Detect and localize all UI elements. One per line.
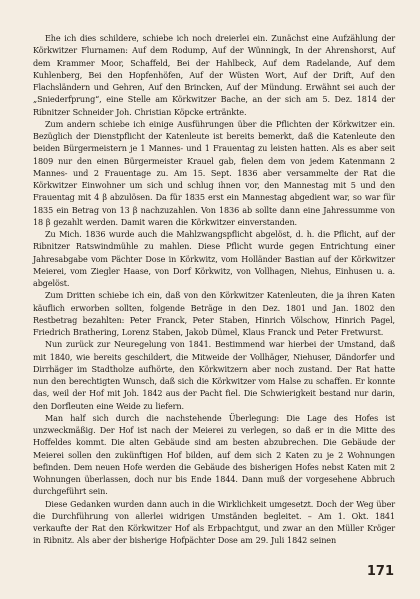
paragraph-ueberlegung: Man half sich durch die nachstehende Überlegung: Die Lage des Hofes ist unzweckmäßig. Der Hof ist nach der Meierei zu verlegen, so daß er in die Mitte des Hoffeldes kommt. Die alten Gebäude sind am besten abzubrechen. Die Gebäude der Meierei sollen den zukünftigen Hof bilden, auf dem sich 2 Katen zu je 2 Wohnungen befinden. Dem neuen Hofe werden die Gebäude des bisherigen Hofes nebst Katen mit 2 Wohnungen überlassen, doch nur bis Ende 1844. Dann muß der vorgesehene Abbruch durchgeführt sein. <box>33 412 395 497</box>
paragraph-dienstpflicht: Zum andern schiebe ich einige Ausführungen über die Pflichten der Körkwitzer ein. Bezüglich der Dienstpflicht der Katenleute ist bereits bemerkt, daß die Katenleute den beiden Bürgermeistern je 1 Mannes- und 1 Frauentag zu leisten hatten. Als es aber seit 1809 nur den einen Bürgermeister Krauel gab, fielen dem von jedem Katenmann 2 Mannes- und 2 Frauentage zu. Am 15. Sept. 1836 aber versammelte der Rat die Körkwitzer Einwohner um sich und schlug ihnen vor, den Mannestag mit 5 und den Frauentag mit 4 β abzulösen. Da für 1835 erst ein Mannestag abgedient war, so war für 1835 ein Betrag von 13 β nachzuzahlen. Von 1836 ab sollte dann eine Jahressumme von 18 β gezahlt werden. Damit waren die Körkwitzer einverstanden. <box>33 118 395 227</box>
paragraph-katenleute: Zum Dritten schiebe ich ein, daß von den Körkwitzer Katenleuten, die ja ihren Katen käuflich erworben sollten, folgende Beträge in den Dez. 1801 und Jan. 1802 den Restbetrag bezahlten: Peter Franck, Peter Staben, Hinrich Völschow, Hinrich Pagel, Friedrich Brathering, Lorenz Staben, Jakob Dümel, Klaus Franck und Peter Fretwurst. <box>33 290 395 337</box>
paragraph-flurnamen: Ehe ich dies schildere, schiebe ich noch dreierlei ein. Zunächst eine Aufzählung der Körkwitzer Flurnamen: Auf dem Rodump, Auf der Wünningk, In der Ahrenshorst, Auf dem Krammer Moor, Schaffeld, Bei der Hahlbeck, Auf dem Radelande, Auf dem Kuhlenberg, Bei den Hopfenhöfen, Auf der Wüsten Wort, Auf der Drift, Auf den Flachsländern und Gehren, Auf den Brincken, Auf der Mündung. Erwähnt sei auch der „Sniederfprung“, eine Stelle am Körkwitzer Bache, an der sich am 5. Dez. 1814 der Ribnitzer Schneider Joh. Christian Köpcke ertränkte. <box>33 33 395 117</box>
paragraph-verkauf: Diese Gedanken wurden dann auch in die Wirklichkeit umgesetzt. Doch der Weg über die Durchführung von allerlei widrigen Umständen begleitet. – Am 1. Okt. 1841 verkaufte der Rat den Körkwitzer Hof als Erbpachtgut, und zwar an den Müller Kröger in Ribnitz. Als aber der bisherige Hofpächter Dose am 29. Juli 1842 seinen <box>33 498 395 546</box>
paragraph-neuregelung: Nun zurück zur Neuregelung von 1841. Bestimmend war hierbei der Umstand, daß mit 1840, wie bereits geschildert, die Mitweide der Vollhäger, Niehuser, Dändorfer und Dirrhäger im Stadtholze aufhörte, den Körkwitzern aber noch zustand. Der Rat hatte nun den berechtigten Wunsch, daß sich die Körkwitzer vom Halse zu schaffen. Er konnte das, weil der Hof mit Joh. 1842 aus der Pacht fiel. Die Schwierigkeit bestand nur darin, den Dorfleuten eine Weide zu liefern. <box>33 339 395 411</box>
paragraph-mahlzwang: Zu Mich. 1836 wurde auch die Mahlzwangspflicht abgelöst, d. h. die Pflicht, auf der Ribnitzer Ratswindmühle zu mahlen. Diese Pflicht wurde gegen Entrichtung einer Jahresabgabe vom Pächter Dose in Körkwitz, vom Holländer Bastian auf der Körkwitzer Meierei, vom Ziegler Haase, von Dorf Körkwitz, von Vollhagen, Niehus, Einhusen u. a. abgelöst. <box>33 229 395 288</box>
body-text <box>33 32 395 547</box>
page-number: 171 <box>366 564 394 579</box>
